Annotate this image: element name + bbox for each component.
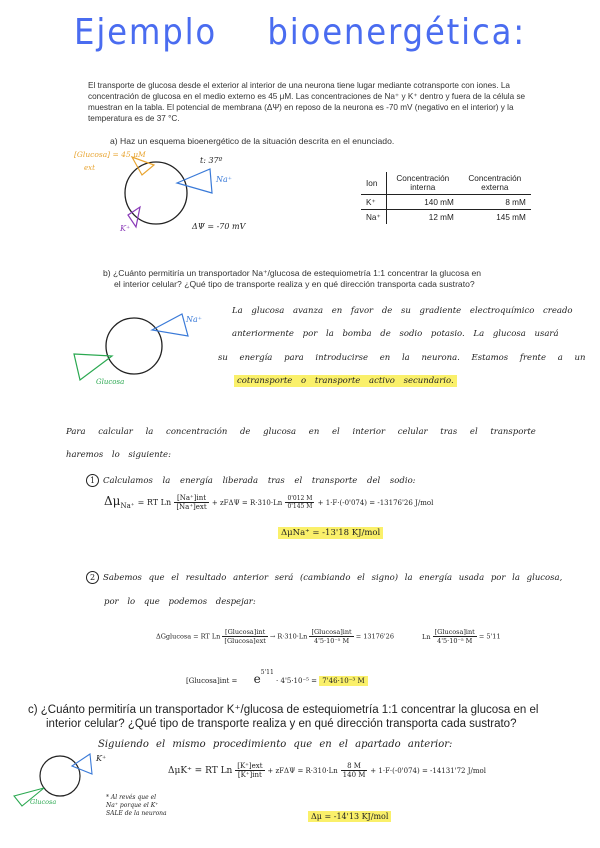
th-int: Concentración interna <box>386 172 459 195</box>
formula-g <box>156 628 501 645</box>
na-label: Na⁺ <box>216 175 232 184</box>
denominator: 0'145 M <box>287 503 313 510</box>
answer-b-line3: su energía para introducirse en la neurona. Estamos frente a un <box>218 353 586 363</box>
k-label: K⁺ <box>96 754 107 763</box>
glc-exp: 5'11 <box>260 668 274 676</box>
glucose-conc-label: [Glucosa] = 45 μM <box>74 150 146 159</box>
denominator: [Na⁺]ext <box>176 503 207 511</box>
numerator: [Glucosa]int <box>434 628 475 636</box>
note-block <box>106 794 167 818</box>
th-ext: Concentración externa <box>459 172 531 195</box>
step-2-line2: por lo que podemos despejar: <box>104 597 256 607</box>
mu-k-lhs: ΔμK⁺ = RT Ln <box>168 766 233 776</box>
fraction-k <box>235 762 264 779</box>
cell-ext: 145 mM <box>496 212 526 222</box>
step-1 <box>86 474 416 487</box>
problem-statement: El transporte de glucosa desde el exterior al interior de una neurona tiene lugar mediante cotransporte con iones. La concentración de glucosa en el medio externo es 45 μM. Las concentraciones de Na⁺ y K⁺ dentro y fuera de la célula se muestran en la tabla. El potencial de membrana (ΔΨ) en reposo de la neurona es -70 mV (negativo en el interior) y la temperatura es de 37 °C. <box>88 81 526 123</box>
cell-circle <box>106 318 162 374</box>
mu-mid: + zFΔΨ = R·310·Ln <box>211 499 283 507</box>
question-c-line2: interior celular? ¿Qué tipo de transporte realiza y en qué dirección transporta cada sustrato? <box>46 718 517 730</box>
table-header <box>361 172 531 195</box>
fraction-na-values <box>285 495 314 510</box>
ext-label: ext <box>84 164 95 172</box>
psi-label: ΔΨ = -70 mV <box>192 222 246 231</box>
step-1-number: 1 <box>86 474 99 487</box>
na-label: Na⁺ <box>186 315 202 324</box>
glc-result-highlight: 7'46·10⁻³ M <box>319 676 367 686</box>
numerator: 0'012 M <box>287 495 313 502</box>
answer-b-line1: La glucosa avanza en favor de su gradiente electroquímico creado <box>232 306 573 316</box>
numerator: [Glucosa]int <box>311 628 352 636</box>
numerator: [K⁺]ext <box>237 762 263 770</box>
cell-int: 140 mM <box>386 195 459 210</box>
table-row <box>361 210 531 225</box>
note-line2: Na⁺ porque el K⁺ <box>106 802 159 809</box>
mu-symbol: Δμ <box>104 494 121 508</box>
cell-int: 12 mM <box>428 212 454 222</box>
na-transporter-shape <box>152 314 188 336</box>
denominator: 140 M <box>342 771 366 779</box>
question-b-line1: b) ¿Cuánto permitiría un transportador Na⁺/glucosa de estequiometría 1:1 concentrar la glucosa en <box>103 268 482 278</box>
numerator: [Na⁺]int <box>174 494 208 503</box>
calc-intro-line2: haremos lo siguiente: <box>66 450 171 460</box>
glucose-label: Glucosa <box>30 798 57 806</box>
answer-b-line4 <box>234 376 457 387</box>
g-ln: Ln <box>422 632 431 641</box>
glucose-transporter-shape <box>74 354 112 380</box>
result-k-highlight: Δμ = -14'13 KJ/mol <box>308 811 391 822</box>
answer-b-highlight: cotransporte o transporte activo secundario. <box>234 375 457 387</box>
th-ion: Ion <box>361 172 386 195</box>
answer-b-line2: anteriormente por la bomba de sodio potasio. La glucosa usará <box>232 329 559 339</box>
mu-sub: Na⁺ <box>120 502 135 510</box>
numerator: 8 M <box>341 762 368 771</box>
glucose-label: Glucosa <box>96 378 125 386</box>
mu-eq: = RT Ln <box>137 498 172 507</box>
k-label: K⁺ <box>120 224 131 233</box>
k-transporter-shape <box>72 754 92 774</box>
follow-text: Siguiendo el mismo procedimiento que en el apartado anterior: <box>98 739 453 750</box>
formula-mu-na <box>104 494 433 511</box>
result-na-highlight: ΔμNa⁺ = -13'18 KJ/mol <box>278 527 383 539</box>
g-lhs: ΔGglucosa = RT Ln <box>156 632 221 641</box>
formula-mu-k <box>168 762 486 779</box>
numerator: [Glucosa]int <box>222 628 267 637</box>
mu-k-tail: + 1·F·(-0'074) = -14131'72 J/mol <box>370 767 486 775</box>
step-2-text: Sabemos que el resultado anterior será (cambiando el signo) la energía usada por la glucosa, <box>103 573 563 583</box>
calc-intro-line1: Para calcular la concentración de glucosa en el interior celular tras el transporte <box>66 427 536 437</box>
g-val: = 13176'26 <box>355 632 394 641</box>
note-line1: * Al revés que el <box>106 794 157 801</box>
g-mid: → R·310·Ln <box>269 632 308 641</box>
title-word-2: bioenergética: <box>267 12 526 53</box>
glucose-transporter-shape <box>132 157 154 175</box>
formula-glucose <box>186 668 368 686</box>
table-row <box>361 195 531 210</box>
fraction-g3 <box>433 628 477 645</box>
mu-tail: + 1·F·(-0'074) = -13176'26 J/mol <box>317 499 434 507</box>
note-line3: SALE de la neurona <box>106 810 167 817</box>
g-rhs: = 5'11 <box>478 632 501 641</box>
step-2 <box>86 571 562 584</box>
step-1-text: Calculamos la energía liberada tras el transporte del sodio: <box>103 476 416 486</box>
diagram-a <box>60 145 280 245</box>
denominator: 4'5·10⁻⁵ M <box>437 637 473 645</box>
cell-ext: 8 mM <box>459 195 531 210</box>
step-2-number: 2 <box>86 571 99 584</box>
ion-table <box>361 172 531 224</box>
na-transporter-shape <box>177 169 212 193</box>
cell-ion: K⁺ <box>361 195 386 210</box>
mu-k-mid: + zFΔΨ = R·310·Ln <box>267 767 338 775</box>
denominator: [Glucosa]ext <box>224 637 266 645</box>
denominator: [K⁺]int <box>237 771 262 779</box>
cell-circle <box>40 756 80 796</box>
result-k <box>308 812 391 821</box>
title-word-1: Ejemplo <box>74 12 218 53</box>
question-c-line1: c) ¿Cuánto permitiría un transportador K⁺/glucosa de estequiometría 1:1 concentrar la glucosa en el <box>28 704 539 716</box>
fraction-na <box>174 494 208 511</box>
temp-label: t: 37º <box>200 156 223 165</box>
fraction-g <box>222 628 267 645</box>
question-b-line2: el interior celular? ¿Qué tipo de transporte realiza y en qué dirección transporta cada sustrato? <box>114 279 475 289</box>
glc-mul: · 4'5·10⁻⁵ = <box>276 677 318 685</box>
cell-circle <box>125 162 187 224</box>
glc-lhs: [Glucosa]int = <box>186 677 238 685</box>
cell-ion: Na⁺ <box>361 210 386 225</box>
page-title <box>30 12 570 53</box>
fraction-g2 <box>309 628 353 645</box>
question-a: a) Haz un esquema bioenergético de la situación descrita en el enunciado. <box>110 136 395 146</box>
glc-e: e <box>253 672 261 686</box>
denominator: 4'5·10⁻⁵ M <box>313 637 350 645</box>
fraction-k-values <box>341 762 368 779</box>
result-na <box>278 528 383 538</box>
